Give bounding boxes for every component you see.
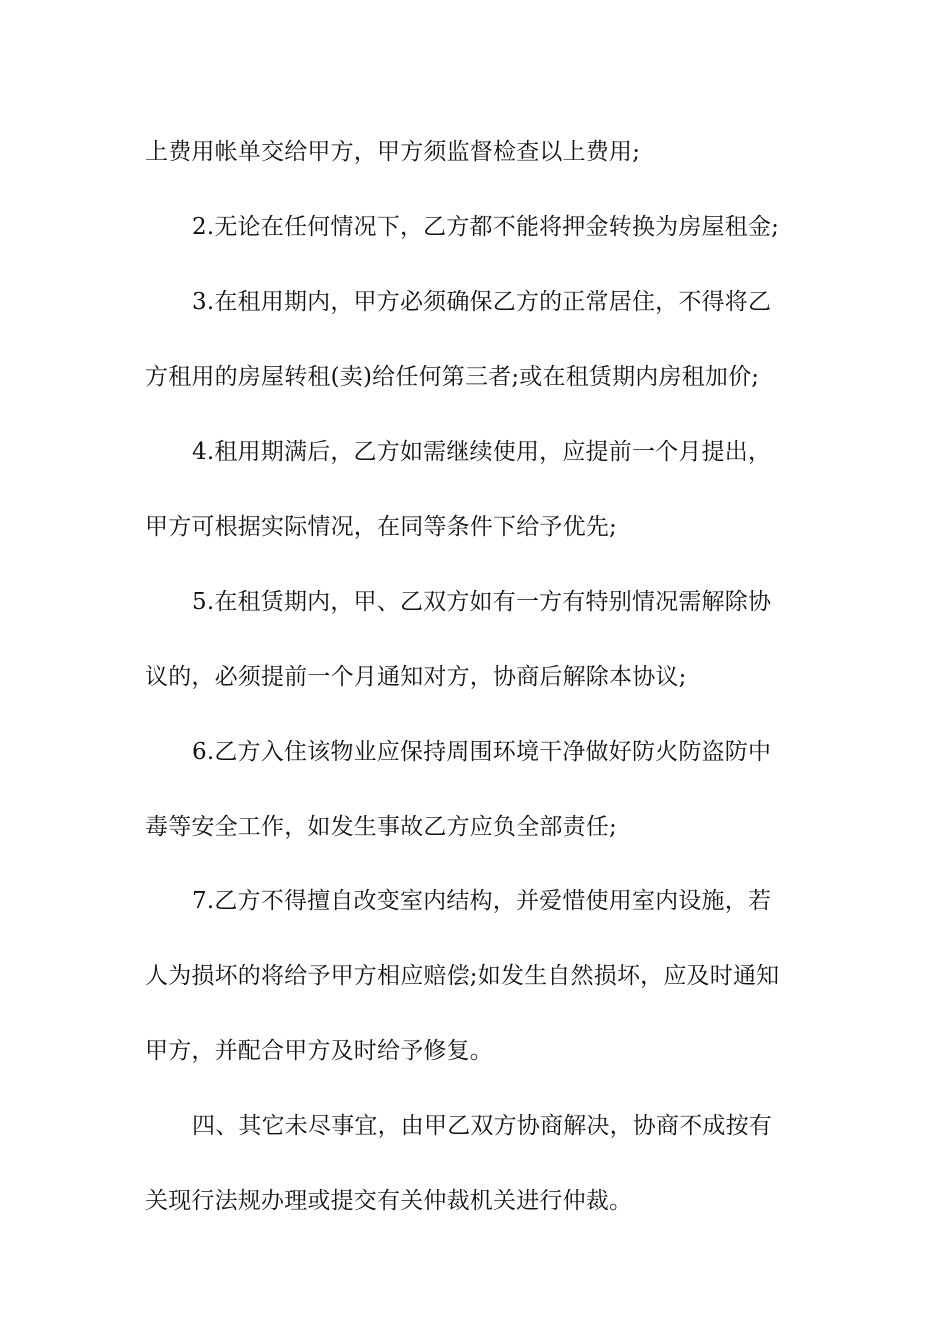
text-line: 甲方可根据实际情况，在同等条件下给予优先; [145, 514, 617, 540]
text-line: 2.无论在任何情况下，乙方都不能将押金转换为房屋租金; [192, 214, 780, 240]
text-line: 7.乙方不得擅自改变室内结构，并爱惜使用室内设施，若 [192, 888, 772, 914]
text-line: 议的，必须提前一个月通知对方，协商后解除本协议; [145, 664, 687, 690]
text-line: 方租用的房屋转租(卖)给任何第三者;或在租赁期内房租加价; [145, 364, 760, 390]
text-line: 5.在租赁期内，甲、乙双方如有一方有特别情况需解除协 [192, 589, 772, 615]
text-line: 4.租用期满后，乙方如需继续使用，应提前一个月提出， [192, 439, 772, 465]
text-line: 甲方，并配合甲方及时给予修复。 [145, 1038, 493, 1064]
text-line: 毒等安全工作，如发生事故乙方应负全部责任; [145, 814, 617, 840]
text-line: 6.乙方入住该物业应保持周围环境干净做好防火防盗防中 [192, 739, 772, 765]
text-line: 关现行法规办理或提交有关仲裁机关进行仲裁。 [145, 1188, 633, 1214]
text-line: 3.在租用期内，甲方必须确保乙方的正常居住，不得将乙 [192, 289, 772, 315]
text-line: 四、其它未尽事宜，由甲乙双方协商解决，协商不成按有 [192, 1113, 772, 1139]
text-line: 人为损坏的将给予甲方相应赔偿;如发生自然损坏，应及时通知 [145, 963, 780, 989]
text-line: 上费用帐单交给甲方，甲方须监督检查以上费用; [145, 139, 641, 165]
